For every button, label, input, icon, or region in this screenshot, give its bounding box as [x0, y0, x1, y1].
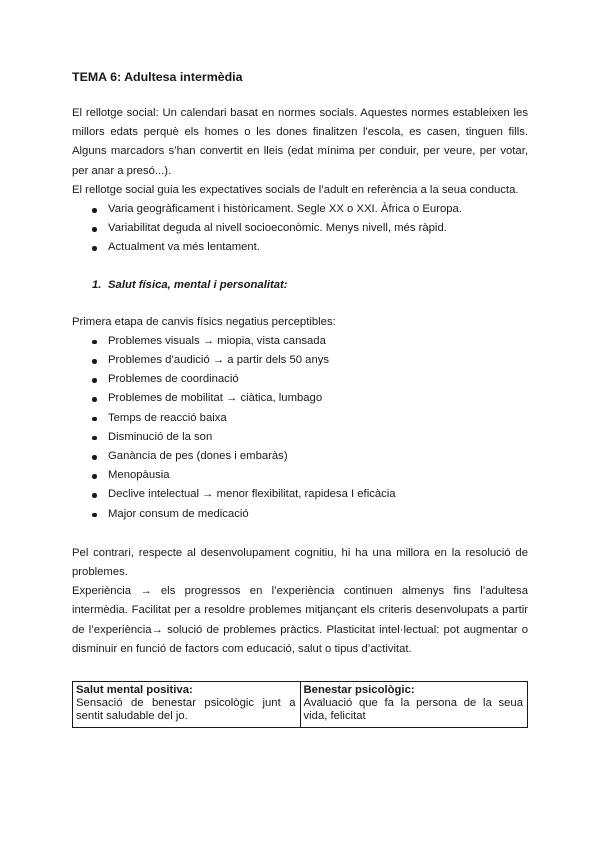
section-number: 1. — [92, 278, 102, 291]
list-item: Declive intelectual → menor flexibilitat, rapidesa I eficàcia — [72, 485, 528, 504]
cell-title: Salut mental positiva: — [76, 684, 193, 697]
section-heading — [72, 276, 528, 295]
list-item: Menopàusia — [72, 466, 528, 485]
list-item: Problemes visuals → miopia, vista cansada — [72, 332, 528, 351]
experience-paragraph: Experiència → els progressos en l’experiència continuen almenys fins l’adultesa intermèdia. Facilitat per a resoldre problemes mitjançant els criteris desenvolupats a partir de l’experiència→ solució de problemes pràctics. Plasticitat intel·lectual: pot augmentar o disminuir en funció de factors com educació, salut o tipus d’activitat. — [72, 585, 528, 655]
page-title: TEMA 6: Adultesa intermèdia — [72, 70, 243, 84]
list-item: Problemes de mobilitat → ciàtica, lumbago — [72, 389, 528, 408]
section-lead: Primera etapa de canvis físics negatius perceptibles: — [72, 315, 336, 328]
list-item: Major consum de medicació — [72, 505, 528, 524]
list-item: Variabilitat deguda al nivell socioeconòmic. Menys nivell, més ràpid. — [72, 219, 528, 238]
document-content — [72, 68, 528, 728]
table-cell-right — [300, 682, 528, 728]
list-item: Varia geogràficament i històricament. Segle XX o XXI. Àfrica o Europa. — [72, 200, 528, 219]
list-item: Problemes d’audició → a partir dels 50 anys — [72, 351, 528, 370]
list-item: Actualment va més lentament. — [72, 238, 528, 257]
cell-text: Sensació de benestar psicològic junt a sentit saludable del jo. — [76, 697, 296, 723]
cognitive-paragraph: Pel contrari, respecte al desenvolupament cognitiu, hi ha una millora en la resolució de problemes. — [72, 546, 528, 579]
intro-bullet-list — [72, 200, 528, 258]
list-item: Ganància de pes (dones i embaràs) — [72, 447, 528, 466]
list-item: Problemes de coordinació — [72, 370, 528, 389]
list-item: Disminució de la son — [72, 428, 528, 447]
list-item: Temps de reacció baixa — [72, 409, 528, 428]
wellbeing-table — [72, 681, 528, 728]
cell-text: Avaluació que fa la persona de la seua vida, felicitat — [303, 697, 523, 723]
cell-title: Benestar psicològic: — [303, 684, 415, 697]
section-heading-text: Salut física, mental i personalitat: — [108, 278, 288, 291]
table-row — [73, 682, 528, 728]
changes-bullet-list — [72, 332, 528, 524]
intro-paragraph-1: El rellotge social: Un calendari basat en normes socials. Aquestes normes estableixen les millors edats perquè els homes o les dones finalitzen l'escola, es casen, tinguen fills. Alguns marcadors s’han convertit en lleis (edat mínima per conduir, per veure, per votar, per anar a presó...). — [72, 107, 528, 177]
intro-paragraph-2: El rellotge social guia les expectatives socials de l’adult en referència a la seua conducta. — [72, 183, 519, 196]
table-cell-left — [73, 682, 301, 728]
